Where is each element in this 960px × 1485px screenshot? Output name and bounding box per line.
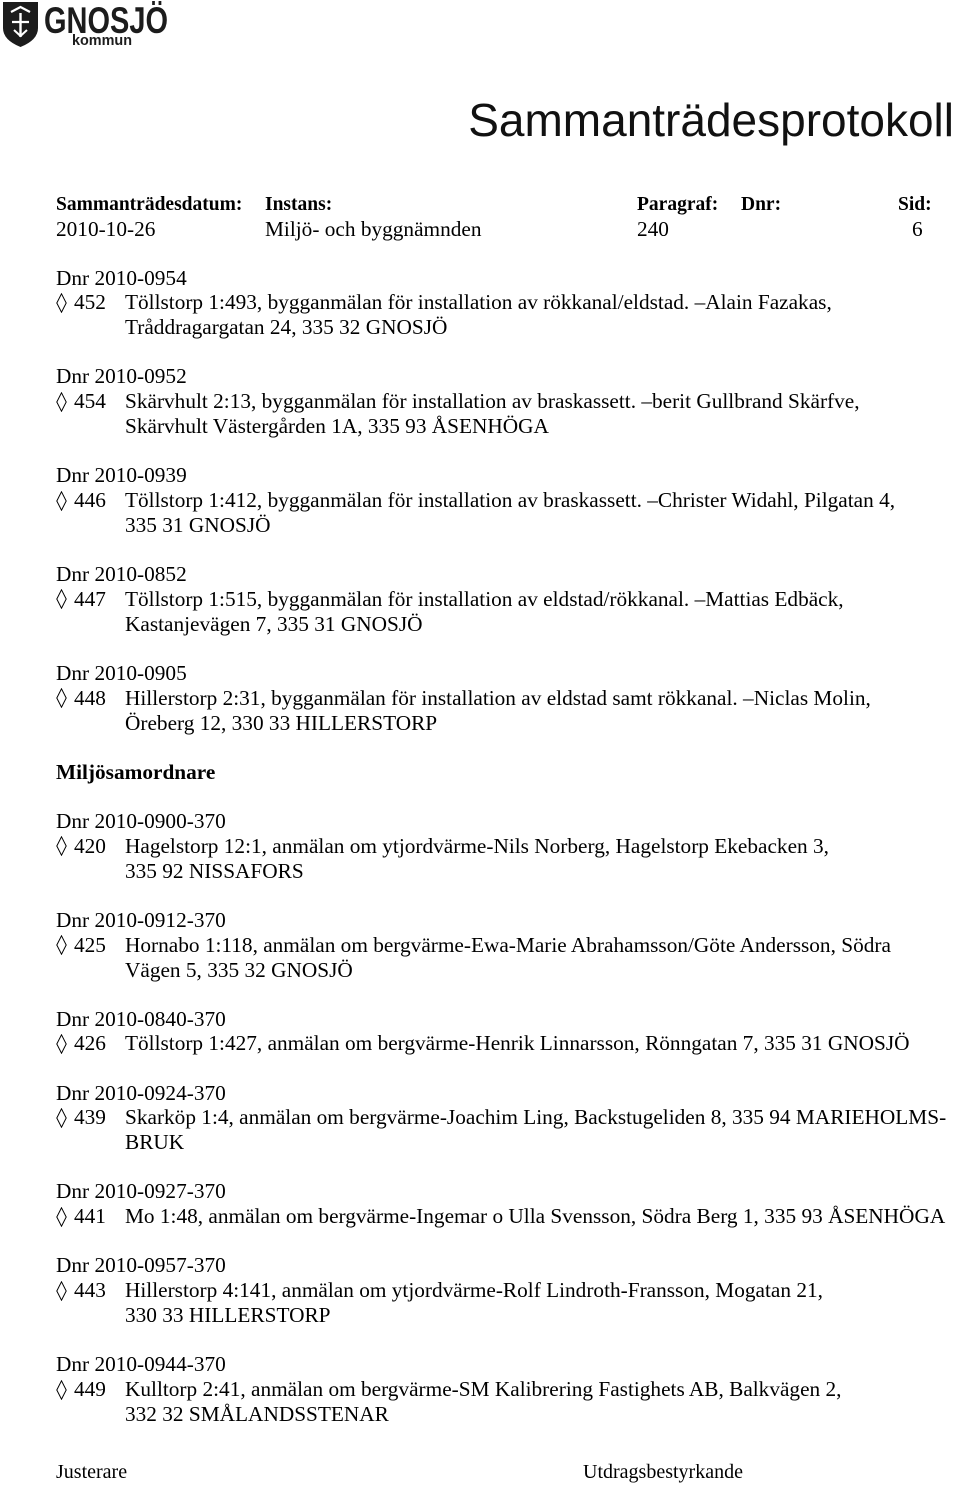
case-entry [56,1179,956,1229]
case-description: Skarköp 1:4, anmälan om bergvärme-Joachim Ling, Backstugeliden 8, 335 94 MARIEHOLMS- [125,1105,947,1130]
meta-label-page: Sid: [898,194,932,215]
diamond-bullet-icon [56,1281,67,1301]
diamond-bullet-icon [56,589,67,609]
case-description-continued: 335 31 GNOSJÖ [125,513,271,537]
case-description-continued: Öreberg 12, 330 33 HILLERSTORP [125,710,438,735]
page-title: Sammanträdesprotokoll [468,94,954,146]
case-item [56,686,956,711]
case-entry [56,1253,956,1328]
case-entry [56,1352,956,1427]
case-description: Töllstorp 1:493, bygganmälan för installation av rökkanal/eldstad. –Alain Fazakas, [125,290,832,315]
case-description: Hagelstorp 12:1, anmälan om ytjordvärme-Nils Norberg, Hagelstorp Ekebacken 3, [125,833,829,858]
diamond-bullet-icon [56,1380,67,1400]
case-list [56,266,956,1452]
case-description: Hillerstorp 4:141, anmälan om ytjordvärme-Rolf Lindroth-Fransson, Mogatan 21, [125,1278,823,1303]
case-entry [56,1081,956,1156]
case-entry [56,908,956,983]
meta-label-dnr: Dnr: [741,194,782,215]
case-dnr: Dnr 2010-0852 [56,562,187,587]
meta-value-paragraph: 240 [637,217,669,241]
case-item [56,389,956,414]
case-description-continued: 330 33 HILLERSTORP [125,1303,331,1328]
paragraph-number: 452 [74,290,106,315]
case-description: Töllstorp 1:515, bygganmälan för installation av eldstad/rökkanal. –Mattias Edbäck, [125,586,844,611]
case-entry [56,364,956,439]
paragraph-number: 425 [74,932,106,957]
case-description-continued: Vägen 5, 335 32 GNOSJÖ [125,957,353,982]
case-entry [56,809,956,884]
case-item [56,1278,956,1303]
meta-value-date: 2010-10-26 [56,217,156,241]
case-item [56,933,956,958]
case-item [56,488,956,513]
case-entry [56,266,956,341]
paragraph-number: 420 [74,833,106,858]
paragraph-number: 443 [74,1278,106,1303]
case-item [56,290,956,315]
case-description-continued: 332 32 SMÅLANDSSTENAR [125,1402,389,1427]
diamond-bullet-icon [56,491,67,511]
case-dnr: Dnr 2010-0900-370 [56,808,226,833]
meta-value-body: Miljö- och byggnämnden [265,217,482,241]
diamond-bullet-icon [56,293,67,313]
case-item [56,1031,956,1056]
case-entry [56,1007,956,1057]
paragraph-number: 441 [74,1204,106,1229]
case-description-continued: 335 92 NISSAFORS [125,858,304,883]
case-entry [56,463,956,538]
meta-label-body: Instans: [265,194,333,215]
logo-sub: kommun [72,32,132,49]
meta-value-page: 6 [912,217,923,241]
case-description-continued: Skärvhult Västergården 1A, 335 93 ÅSENHÖGA [125,414,549,439]
case-description: Mo 1:48, anmälan om bergvärme-Ingemar o Ulla Svensson, Södra Berg 1, 335 93 ÅSENHÖGA [125,1204,946,1229]
case-description-continued: Tråddragargatan 24, 335 32 GNOSJÖ [125,315,448,340]
case-entry [56,562,956,637]
case-dnr: Dnr 2010-0939 [56,463,187,488]
case-description: Skärvhult 2:13, bygganmälan för installation av braskassett. –berit Gullbrand Skärfve, [125,389,860,414]
meta-label-date: Sammanträdesdatum: [56,194,243,215]
paragraph-number: 439 [74,1105,106,1130]
case-item [56,587,956,612]
diamond-bullet-icon [56,1108,67,1128]
case-dnr: Dnr 2010-0840-370 [56,1006,226,1031]
paragraph-number: 448 [74,685,106,710]
diamond-bullet-icon [56,836,67,856]
logo-graphic [0,0,172,50]
case-dnr: Dnr 2010-0927-370 [56,1179,226,1204]
case-description: Töllstorp 1:427, anmälan om bergvärme-Henrik Linnarsson, Rönngatan 7, 335 31 GNOSJÖ [125,1031,910,1056]
case-description-continued: Kastanjevägen 7, 335 31 GNOSJÖ [125,611,423,636]
case-item [56,1377,956,1402]
case-item [56,1204,956,1229]
paragraph-number: 454 [74,389,106,414]
footer-justerare: Justerare [56,1461,128,1483]
paragraph-number: 426 [74,1031,106,1056]
crest-shield-icon [3,2,38,47]
case-entry [56,661,956,736]
case-description-continued: BRUK [125,1130,185,1155]
diamond-bullet-icon [56,392,67,412]
case-item [56,1105,956,1130]
case-description: Töllstorp 1:412, bygganmälan för installation av braskassett. –Christer Widahl, Pilgatan 4, [125,488,896,513]
case-description: Kulltorp 2:41, anmälan om bergvärme-SM Kalibrering Fastighets AB, Balkvägen 2, [125,1377,842,1402]
case-dnr: Dnr 2010-0952 [56,364,187,389]
case-description: Hillerstorp 2:31, bygganmälan för installation av eldstad samt rökkanal. –Niclas Molin, [125,685,871,710]
case-dnr: Dnr 2010-0957-370 [56,1253,226,1278]
gnosjo-kommun-logo [0,0,172,50]
diamond-bullet-icon [56,688,67,708]
section-heading: Miljösamordnare [56,759,216,784]
logo-name: GNOSJÖ [44,0,168,41]
case-dnr: Dnr 2010-0924-370 [56,1080,226,1105]
paragraph-number: 446 [74,488,106,513]
footer-utdragsbestyrkande: Utdragsbestyrkande [583,1461,743,1483]
diamond-bullet-icon [56,935,67,955]
section-block [56,760,956,785]
case-item [56,834,956,859]
diamond-bullet-icon [56,1034,67,1054]
paragraph-number: 449 [74,1377,106,1402]
case-dnr: Dnr 2010-0954 [56,265,187,290]
diamond-bullet-icon [56,1207,67,1227]
case-description: Hornabo 1:118, anmälan om bergvärme-Ewa-Marie Abrahamsson/Göte Andersson, Södra [125,932,891,957]
case-dnr: Dnr 2010-0912-370 [56,907,226,932]
meta-label-paragraph: Paragraf: [637,194,719,215]
case-dnr: Dnr 2010-0944-370 [56,1352,226,1377]
case-dnr: Dnr 2010-0905 [56,660,187,685]
paragraph-number: 447 [74,586,106,611]
